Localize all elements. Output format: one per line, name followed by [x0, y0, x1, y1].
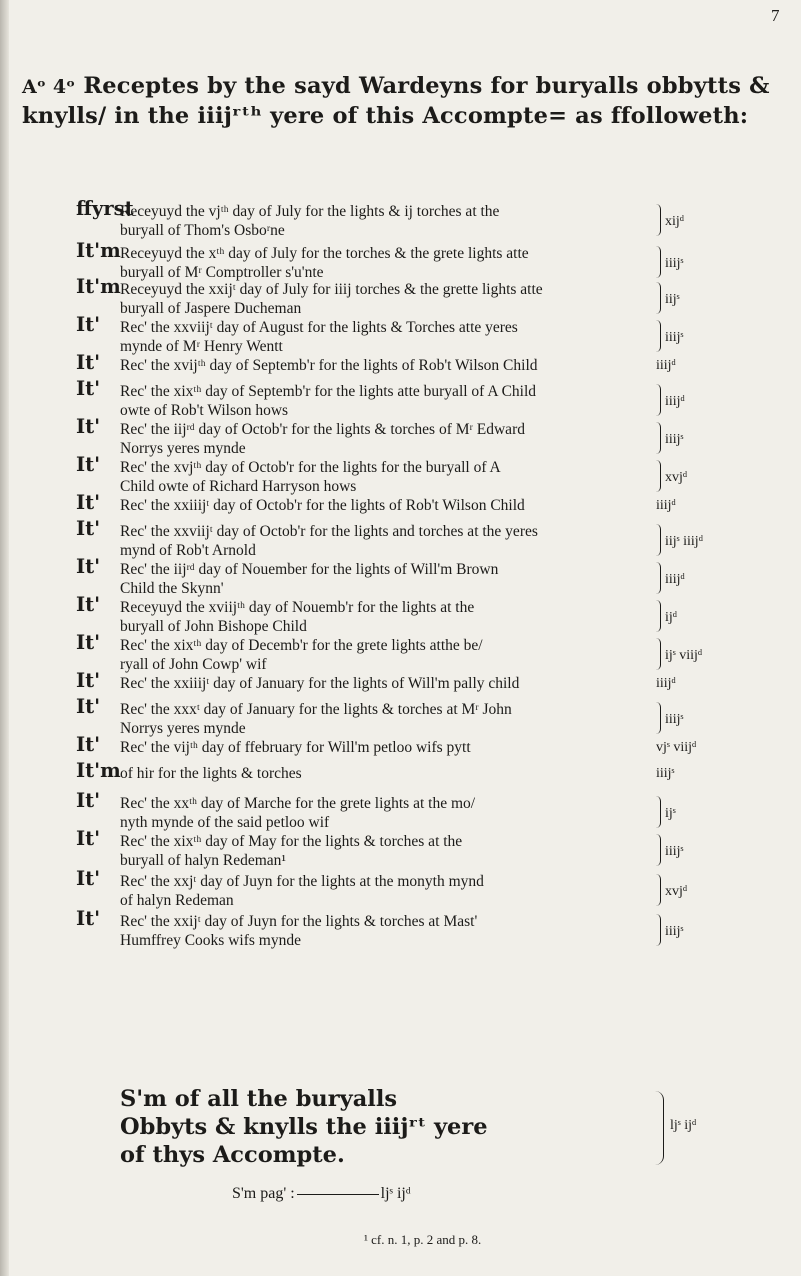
- entry-label: It': [76, 453, 101, 476]
- entry-label: It': [76, 669, 101, 692]
- entry-amount: ijˢ viijᵈ: [656, 638, 702, 672]
- entry-label: It': [76, 907, 101, 930]
- entry-amount: iiijˢ: [656, 834, 684, 868]
- entry-text: Rec' the xixᵗʰ day of Decemb'r for the grete lights atthe be/ ryall of John Cowp' wif: [120, 637, 483, 673]
- entry-label: It': [76, 313, 101, 336]
- page-sum: [232, 1185, 411, 1203]
- entry-label: It': [76, 351, 101, 374]
- entry-label: It': [76, 377, 101, 400]
- summary-brace: [655, 1091, 664, 1165]
- summary-heading: S'm of all the buryalls Obbyts & knylls the iiijʳᵗ yere of thys Accompte.: [120, 1086, 488, 1168]
- entry-text: Receyuyd the xᵗʰ day of July for the torches & the grete lights atte buryall of Mʳ Comptroller s'u'nte: [120, 245, 529, 281]
- entry-amount: xijᵈ: [656, 204, 684, 238]
- entry-amount: iiijˢ: [656, 422, 684, 456]
- entry-amount: iiijᵈ: [656, 498, 676, 513]
- entry-text: Rec' the iijʳᵈ day of Octob'r for the lights & torches of Mʳ Edward Norrys yeres mynde: [120, 421, 525, 457]
- entry-label: It': [76, 789, 101, 812]
- entry-amount: vjˢ viijᵈ: [656, 740, 697, 755]
- entry-amount: iiijˢ: [656, 702, 684, 736]
- entry-text: Rec' the xxjᵗ day of Juyn for the lights at the monyth mynd of halyn Redeman: [120, 873, 484, 909]
- regnal-year: Aᵒ 4ᵒ: [22, 76, 76, 98]
- entry-label: ffyrst: [76, 197, 134, 220]
- entry-text: Receyuyd the xxijᵗ day of July for iiij torches & the grette lights atte buryall of Jaspere Ducheman: [120, 281, 543, 317]
- entry-amount: ijᵈ: [656, 600, 677, 634]
- page-sum-label: S'm pag' :: [232, 1185, 295, 1202]
- entry-label: It': [76, 593, 101, 616]
- page-number: 7: [771, 6, 780, 25]
- entry-label: It': [76, 631, 101, 654]
- entry-label: It': [76, 733, 101, 756]
- entry-amount: xvjᵈ: [656, 874, 687, 908]
- entry-text: Rec' the xxviijᵗ day of Octob'r for the lights and torches at the yeres mynd of Rob't Arnold: [120, 523, 538, 559]
- summary-total: ljˢ ijᵈ: [670, 1118, 697, 1133]
- entry-text: Rec' the xixᵗʰ day of May for the lights & torches at the buryall of halyn Redeman¹: [120, 833, 463, 869]
- entry-text: Rec' the xxijᵗ day of Juyn for the lights & torches at Mast' Humffrey Cooks wifs mynde: [120, 913, 478, 949]
- entry-text: Rec' the iijʳᵈ day of Nouember for the lights of Will'm Brown Child the Skynn': [120, 561, 499, 597]
- entry-label: It': [76, 555, 101, 578]
- entry-text: Rec' the xxiiijᵗ day of Octob'r for the lights of Rob't Wilson Child: [120, 497, 525, 514]
- entry-text: Rec' the xvijᵗʰ day of Septemb'r for the lights of Rob't Wilson Child: [120, 357, 538, 374]
- entry-amount: iijˢ iiijᵈ: [656, 524, 703, 558]
- entry-text: Rec' the vijᵗʰ day of ffebruary for Will'm petloo wifs pytt: [120, 739, 471, 756]
- entry-label: It'm: [76, 239, 121, 262]
- heading-text: Receptes by the sayd Wardeyns for buryalls obbytts & knylls/ in the iiijʳᵗʰ yere of this Accompte= as ffolloweth:: [22, 73, 770, 129]
- entry-text: Rec' the xxᵗʰ day of Marche for the grete lights at the mo/ nyth mynde of the said petloo wif: [120, 795, 476, 831]
- section-heading: [22, 72, 782, 130]
- entry-amount: iiijˢ: [656, 246, 684, 280]
- entry-label: It': [76, 415, 101, 438]
- entry-amount: iiijᵈ: [656, 676, 676, 691]
- entry-text: Rec' the xxiiijᵗ day of January for the lights of Will'm pally child: [120, 675, 520, 692]
- entry-text: Receyuyd the vjᵗʰ day of July for the lights & ij torches at the buryall of Thom's Osboʳne: [120, 203, 500, 239]
- entry-amount: iiijˢ: [656, 914, 684, 948]
- entry-amount: iiijˢ: [656, 320, 684, 354]
- entry-label: It'm: [76, 275, 121, 298]
- page-sum-value: ljˢ ijᵈ: [380, 1185, 411, 1202]
- entry-text: Rec' the xxviijᵗ day of August for the lights & Torches atte yeres mynde of Mʳ Henry Wentt: [120, 319, 518, 355]
- entry-label: It'm: [76, 759, 121, 782]
- entry-text: Rec' the xixᵗʰ day of Septemb'r for the lights atte buryall of A Child owte of Rob't Wilson hows: [120, 383, 537, 419]
- entry-amount: ijˢ: [656, 796, 676, 830]
- entry-label: It': [76, 695, 101, 718]
- entry-text: Rec' the xxxᵗ day of January for the lights & torches at Mʳ John Norrys yeres mynde: [120, 701, 512, 737]
- entry-label: It': [76, 491, 101, 514]
- entry-text: Rec' the xvjᵗʰ day of Octob'r for the lights for the buryall of A Child owte of Richard Harryson hows: [120, 459, 501, 495]
- entry-text: of hir for the lights & torches: [120, 765, 302, 782]
- page-sum-rule: [297, 1194, 379, 1195]
- entry-amount: xvjᵈ: [656, 460, 687, 494]
- entry-label: It': [76, 517, 101, 540]
- entry-amount: iiijᵈ: [656, 358, 676, 373]
- footnote: ¹ cf. n. 1, p. 2 and p. 8.: [364, 1232, 482, 1247]
- entry-label: It': [76, 827, 101, 850]
- entry-amount: iijˢ: [656, 282, 680, 316]
- page-binding-edge: [0, 0, 9, 1276]
- entry-amount: iiijᵈ: [656, 384, 685, 418]
- entry-label: It': [76, 867, 101, 890]
- entry-text: Receyuyd the xviijᵗʰ day of Nouemb'r for the lights at the buryall of John Bishope Child: [120, 599, 475, 635]
- entry-amount: iiijᵈ: [656, 562, 685, 596]
- entry-amount: iiijˢ: [656, 766, 675, 781]
